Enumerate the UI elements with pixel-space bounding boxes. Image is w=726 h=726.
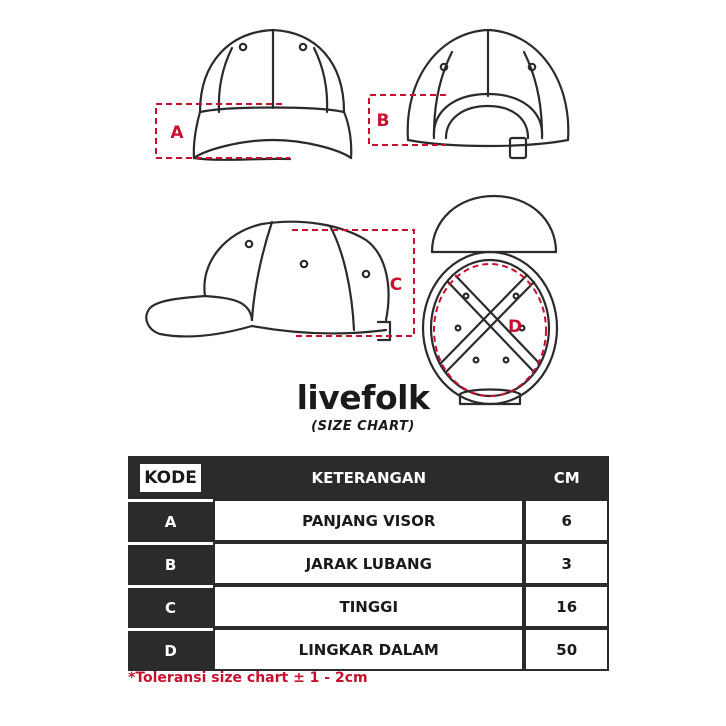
row-keterangan: LINGKAR DALAM	[213, 628, 524, 671]
row-kode: B	[128, 542, 213, 585]
table-row	[128, 628, 609, 671]
marker-c: C	[389, 275, 403, 295]
row-cm: 16	[524, 585, 609, 628]
brand-subtitle: (SIZE CHART)	[311, 419, 415, 434]
row-keterangan: TINGGI	[213, 585, 524, 628]
dimension-d-guide	[434, 264, 546, 396]
row-kode: A	[128, 499, 213, 542]
table-row	[128, 499, 609, 542]
table-row	[128, 585, 609, 628]
row-cm: 6	[524, 499, 609, 542]
marker-a: A	[170, 123, 184, 143]
tolerance-note: *Toleransi size chart ± 1 - 2cm	[128, 670, 368, 686]
cap-side-view-icon	[146, 222, 390, 340]
header-kode	[128, 456, 213, 499]
cap-inside-view-icon	[423, 196, 557, 404]
marker-b: B	[376, 111, 390, 131]
row-cm: 3	[524, 542, 609, 585]
table-row	[128, 542, 609, 585]
row-keterangan: PANJANG VISOR	[213, 499, 524, 542]
header-keterangan: KETERANGAN	[213, 456, 524, 499]
cap-front-view-icon	[194, 30, 351, 160]
header-kode-label: KODE	[140, 464, 201, 492]
row-cm: 50	[524, 628, 609, 671]
row-kode: D	[128, 628, 213, 671]
size-table	[128, 456, 609, 671]
marker-d: D	[507, 317, 523, 337]
table-header-row	[128, 456, 609, 499]
row-kode: C	[128, 585, 213, 628]
brand-logo: livefolk	[296, 378, 430, 417]
row-keterangan: JARAK LUBANG	[213, 542, 524, 585]
header-cm: CM	[524, 456, 609, 499]
